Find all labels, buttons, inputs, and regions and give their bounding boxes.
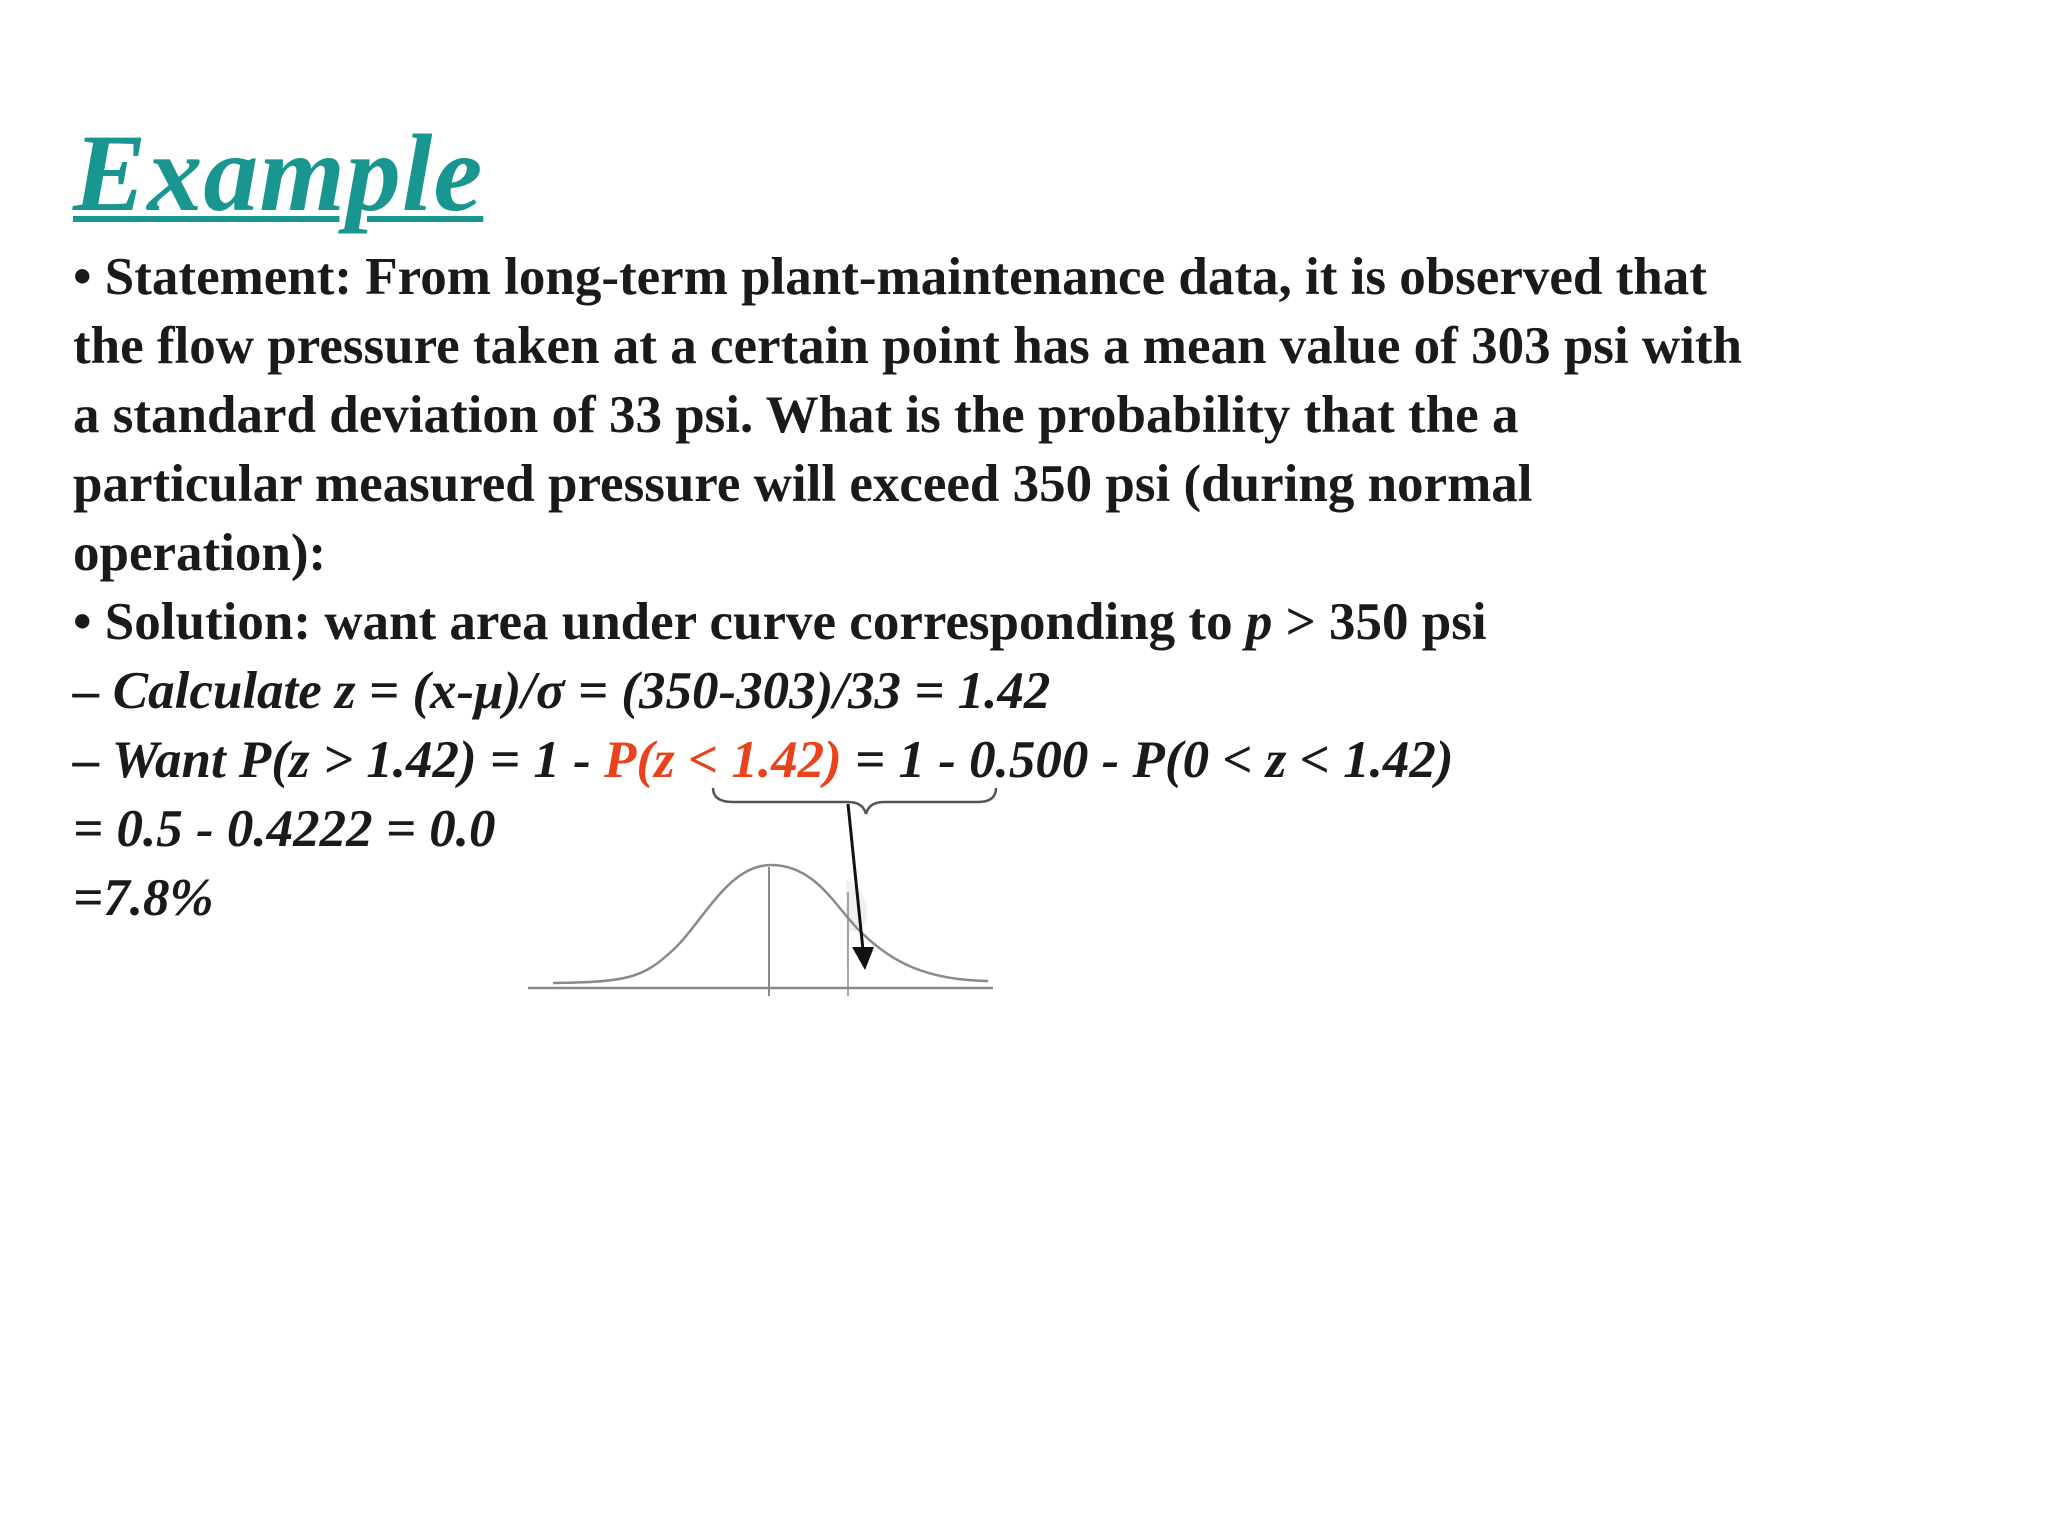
brace-icon (713, 788, 996, 814)
statement-line-4: particular measured pressure will exceed 350 psi (during normal (73, 455, 1533, 513)
calc-highlight: P(z < 1.42) (604, 731, 842, 789)
calc-line-3: = 0.5 - 0.4222 = 0.0 (73, 800, 496, 858)
slide-title: Example (73, 112, 484, 234)
statement-line-1: • Statement: From long-term plant-maintenance data, it is observed that (73, 248, 1707, 306)
statement-line-3: a standard deviation of 33 psi. What is the probability that the a (73, 386, 1519, 444)
statement-line-5: operation): (73, 524, 327, 582)
solution-variable: p (1245, 593, 1273, 651)
solution-suffix: > 350 psi (1272, 593, 1487, 651)
solution-line (73, 588, 1973, 657)
calc-line-2 (73, 726, 1973, 795)
solution-prefix: • Solution: want area under curve corresponding to (73, 593, 1246, 651)
calc-line-2-pre: – Want P(z > 1.42) = 1 - (73, 731, 605, 789)
bell-curve (528, 865, 993, 996)
normal-distribution-curve-icon (518, 782, 1018, 1002)
calc-line-2-post: = 1 - 0.500 - P(0 < z < 1.42) (841, 731, 1454, 789)
calc-line-1: – Calculate z = (x-μ)/σ = (350-303)/33 = 1.42 (73, 662, 1051, 720)
calc-line-4: =7.8% (73, 869, 214, 927)
statement-line-2: the flow pressure taken at a certain point has a mean value of 303 psi with (73, 317, 1743, 375)
